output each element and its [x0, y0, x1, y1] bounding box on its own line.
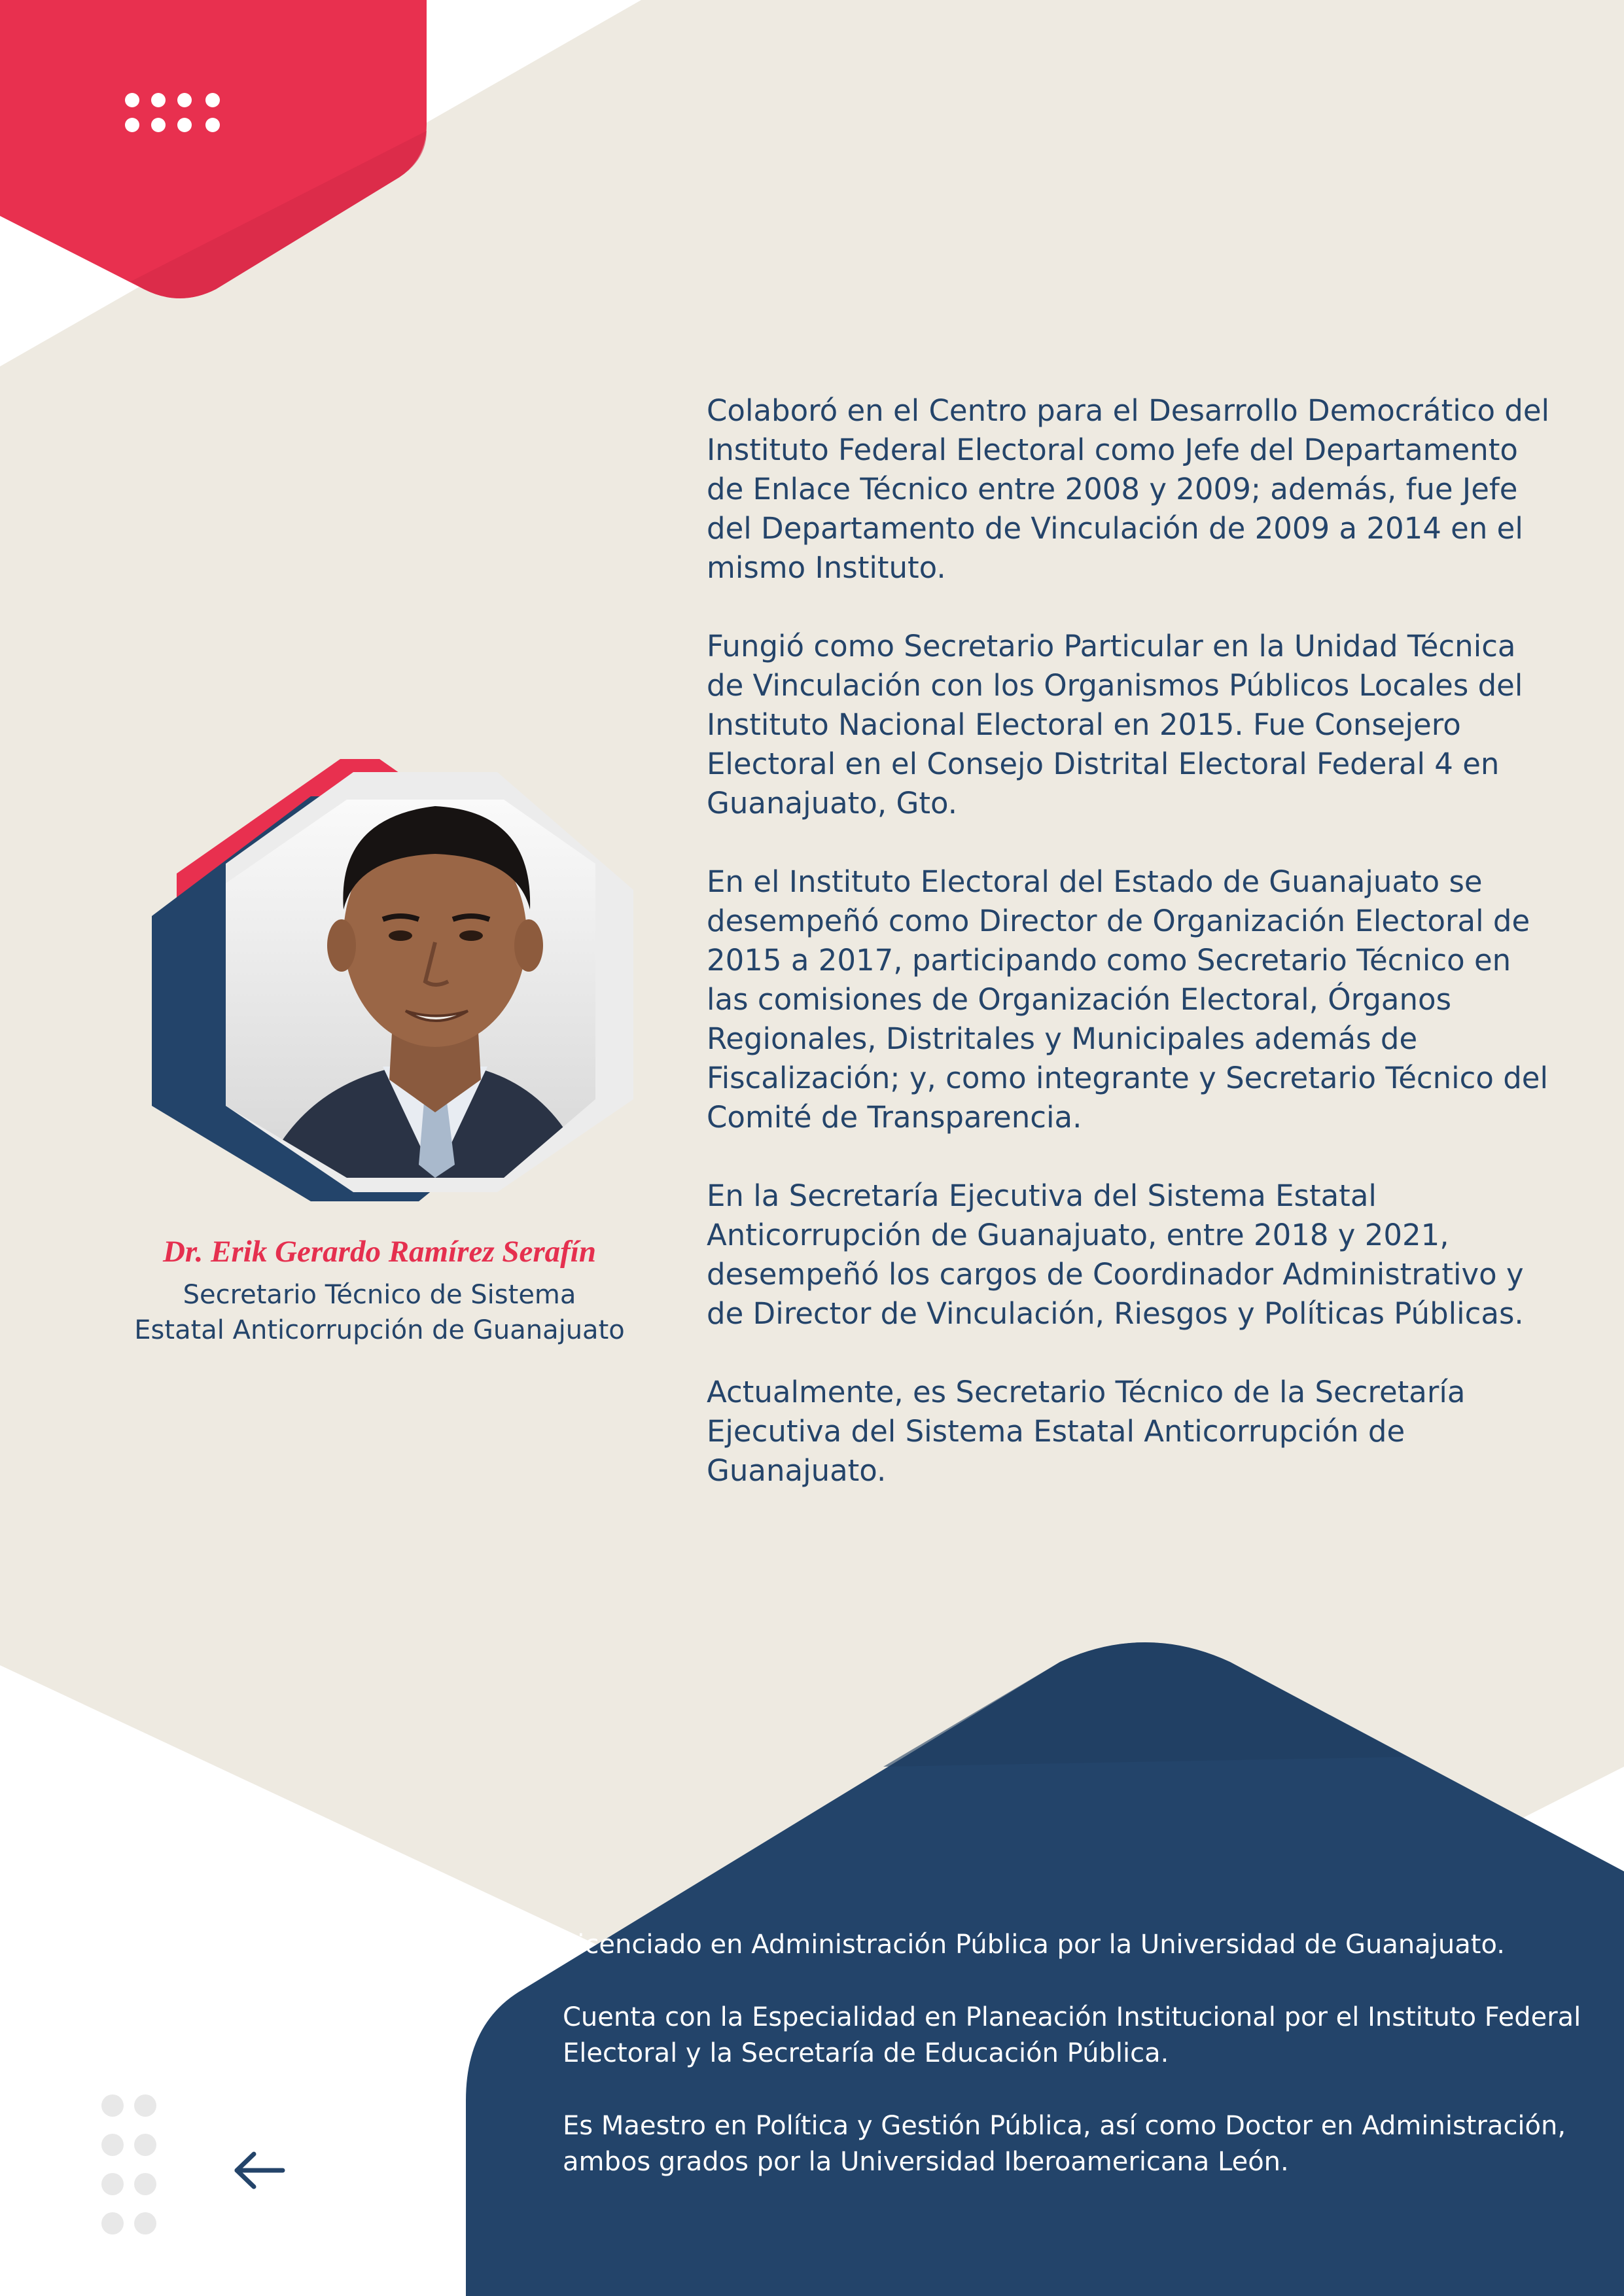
back-arrow-icon[interactable]: [237, 2154, 283, 2187]
profile-role-line: Estatal Anticorrupción de Guanajuato: [134, 1315, 625, 1345]
education-section: [563, 1927, 1583, 2217]
bio-paragraph: En la Secretaría Ejecutiva del Sistema Estatal Anticorrupción de Guanajuato, entre 2018 y 2021, desempeñó los cargos de Coordinador Administrativo y de Director de Vinculación, Riesgos y Políticas Públicas.: [707, 1178, 1524, 1331]
portrait-photo: [226, 800, 595, 1178]
profile-role-line: Secretario Técnico de Sistema: [183, 1280, 576, 1310]
profile-role: [52, 1277, 707, 1348]
profile-name: Dr. Erik Gerardo Ramírez Serafín: [162, 1235, 597, 1269]
education-paragraph: Es Maestro en Política y Gestión Pública, así como Doctor en Administración, ambos grados por la Universidad Iberoamericana León.: [563, 2111, 1566, 2177]
education-paragraph: Licenciado en Administración Pública por la Universidad de Guanajuato.: [563, 1930, 1505, 1960]
bio-paragraph: Colaboró en el Centro para el Desarrollo Democrático del Instituto Federal Electoral como Jefe del Departamento de Enlace Técnico entre 2008 y 2009; además, fue Jefe del Departamento de Vinculación de 2009 a 2014 en el mismo Instituto.: [707, 393, 1550, 585]
bio-paragraph: Actualmente, es Secretario Técnico de la Secretaría Ejecutiva del Sistema Estatal Anticorrupción de Guanajuato.: [707, 1375, 1466, 1488]
bio-paragraph: En el Instituto Electoral del Estado de Guanajuato se desempeñó como Director de Organización Electoral de 2015 a 2017, participando como Secretario Técnico en las comisiones de Organización Electoral, Órganos Regionales, Distritales y Municipales además de Fiscalización; y, como integrante y Secretario Técnico del Comité de Transparencia.: [707, 864, 1548, 1135]
bio-section: [707, 391, 1557, 1530]
gray-dots-icon: [101, 2094, 156, 2234]
education-paragraph: Cuenta con la Especialidad en Planeación Institucional por el Instituto Federal Electoral y la Secretaría de Educación Pública.: [563, 2002, 1581, 2068]
bio-paragraph: Fungió como Secretario Particular en la Unidad Técnica de Vinculación con los Organismos Públicos Locales del Instituto Nacional Electoral en 2015. Fue Consejero Electoral en el Consejo Distrital Electoral Federal 4 en Guanajuato, Gto.: [707, 629, 1523, 821]
